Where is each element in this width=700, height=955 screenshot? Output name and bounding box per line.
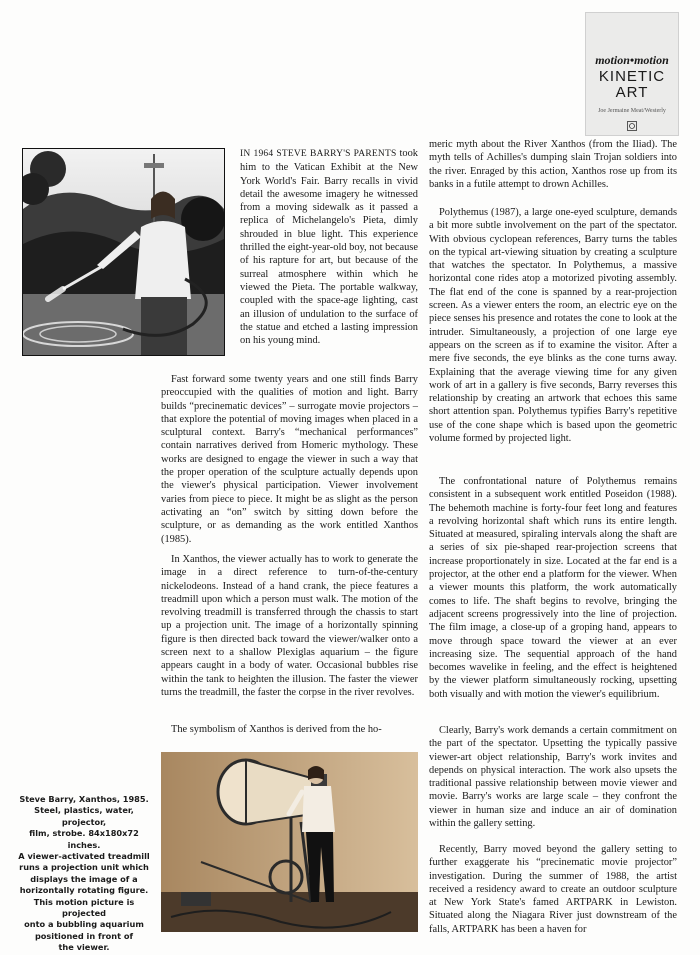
caption-line: positioned in front of bbox=[34, 930, 134, 941]
xanthos-photo bbox=[161, 752, 418, 932]
caption-line: displays the image of a bbox=[30, 873, 138, 884]
photo-xanthos-icon bbox=[161, 752, 418, 932]
article-paragraph-8: Clearly, Barry's work demands a certain commitment on the part of the spectator. Upsetting the typically passive viewer-art object relationship, Barry's work invites and depends on physical interaction. The work also upsets the traditional passive relationship between movie viewer and movie. Barry's works are large scale – they confront the viewer in human size and induce an air of domination within the gallery setting. bbox=[429, 725, 677, 830]
series-title-line1: KINETIC bbox=[598, 68, 666, 85]
caption-line: runs a projection unit which bbox=[19, 862, 149, 873]
series-author: Joe Jermaine Meat/Westerly bbox=[598, 108, 666, 114]
article-paragraph-6: Polythemus (1987), a large one-eyed sculpture, demands a bit more subtle involvement on the part of the spectator. With obvious cyclopean references, Barry turns the tables on the typical art-viewing situation by creating a sculpture that watches the spectator. In Polythemus, a massive horizontal cone rides atop a motorized pivoting assembly. The flat end of the cone is spanned by a rear-projection screen. As a viewer enters the room, an electric eye on the piece senses his presence and rotates the cone to look at the intruder. Simultaneously, a projection of one large eye appears on the screen as if to examine the visitor. After a mere five seconds, the eye blinks as the cone turns away. Explaining that the average viewing time for any given work of art in a gallery is five seconds, Barry reverses this relationship by creating an artwork that echoes this same short attention span. Polythemus typifies Barry's repetitive use of the cone shape which is based upon the geometric volume formed by projected light. bbox=[429, 207, 677, 445]
caption-line: horizontally rotating figure. bbox=[19, 885, 149, 896]
article-paragraph-3: In Xanthos, the viewer actually has to work to generate the image in a direct reference to turn-of-the-century nickelodeons. Instead of a hand crank, the piece features a treadmill upon which a person must walk. The motion of the revolving treadmill is transferred through the chassis to start up a projection unit. The image of a horizontally spinning figure is then directed back toward the viewer/walker onto a screen next to a shallow Plexiglas aquarium – the figure appears caught in a body of water. Occasional bubbles rise within the tank to heighten the illusion. The faster the viewer turns the treadmill, the faster the corpse in the river revolves. bbox=[161, 554, 418, 698]
caption-line: the viewer. bbox=[58, 942, 110, 953]
caption-line: A viewer-activated treadmill bbox=[18, 851, 150, 862]
article-intro-text: took him to the Vatican Exhibit at the New York World's Fair. Barry recalls in vivid detail the awesome imagery he witnessed from a moving sidewalk as it passed a replica of Michelangelo's Pieta, dimly shrouded in blue light. This experience thrilled the eight-year-old boy, not because of his rapture for art, but because of the surreal atmosphere within which he viewed the Pieta. The portable walkway, coupled with the space-age lighting, cast an illusion of undulation to the surface of the statue and etched a lasting impression on his young mind. bbox=[240, 148, 419, 347]
article-paragraph-5: meric myth about the River Xanthos (from the Iliad). The myth tells of Achilles's dumping slain Trojan soldiers into the river. Enraged by this action, Xanthos rose up from its banks in a futile attempt to drown Achilles. bbox=[429, 139, 677, 190]
caption-line: Steve Barry, Xanthos, 1985. bbox=[19, 794, 149, 804]
series-kicker: motion•motion bbox=[595, 53, 669, 67]
article-paragraph-2: Fast forward some twenty years and one still finds Barry preoccupied with the qualities of motion and light. Barry builds “precinematic devices” – surrogate movie projectors – that explore the potential of moving images when placed in a sculptural context. Barry's “mechanical performances” contain narratives derived from Homeric mythology. These works are designed to engage the viewer in such a way that the proper operation of the sculpture actually depends upon the viewer's physical participation. Viewer involvement varies from piece to piece. It might be as slight as the person activating an “on” switch by sitting down before the sculpture, or as demanding as the work entitled Xanthos (1985). bbox=[161, 374, 418, 545]
series-tab bbox=[585, 12, 679, 136]
artist-portrait-photo bbox=[22, 148, 225, 356]
article-intro-lead: IN 1964 STEVE BARRY'S PARENTS bbox=[240, 149, 397, 159]
caption-line: onto a bubbling aquarium bbox=[24, 919, 144, 930]
article-paragraph-7: The confrontational nature of Polythemus remains consistent in a subsequent work entitled Poseidon (1988). The behemoth machine is forty-four feet long and features a revolving horizontal shaft which runs its entire length. Situated at measured, spiraling intervals along the shaft are a series of six pie-shaped rear-projection screens that increase proportionately in size. Located at the far end is a projector, at the other end a platform for the viewer. When a viewer mounts this platform, the work automatically comes to life. The shaft begins to revolve, bringing the adjacent screens progressively into the line of projection. The film image, a close-up of a groping hand, appears to move through space toward the viewer at an ever increasing size. The sequential approach of the hand becomes wavelike in feeling, and the effect is heightened by the viewer platform simultaneously rocking, upsetting both visually and with motion the viewer's equilibrium. bbox=[429, 476, 677, 700]
caption-line: Steel, plastics, water, projector, bbox=[34, 805, 134, 827]
article-intro-paragraph bbox=[240, 147, 418, 347]
caption-line: film, strobe. 84x180x72 inches. bbox=[29, 828, 139, 850]
photo-caption bbox=[14, 794, 154, 954]
series-logo-icon bbox=[627, 121, 637, 131]
caption-line: This motion picture is projected bbox=[33, 896, 135, 919]
article-paragraph-9: Recently, Barry moved beyond the gallery setting to further exaggerate his “precinematic movie projector” investigation. During the summer of 1988, the artist received a residency award to create an outdoor sculpture at New York State's famed ARTPARK in Lewiston. Situated along the Niagara River just downstream of the falls, ARTPARK has been a haven for bbox=[429, 844, 677, 935]
photo-portrait-icon bbox=[23, 149, 224, 355]
series-title-line2: ART bbox=[615, 84, 649, 101]
article-paragraph-4: The symbolism of Xanthos is derived from the ho- bbox=[171, 724, 382, 735]
